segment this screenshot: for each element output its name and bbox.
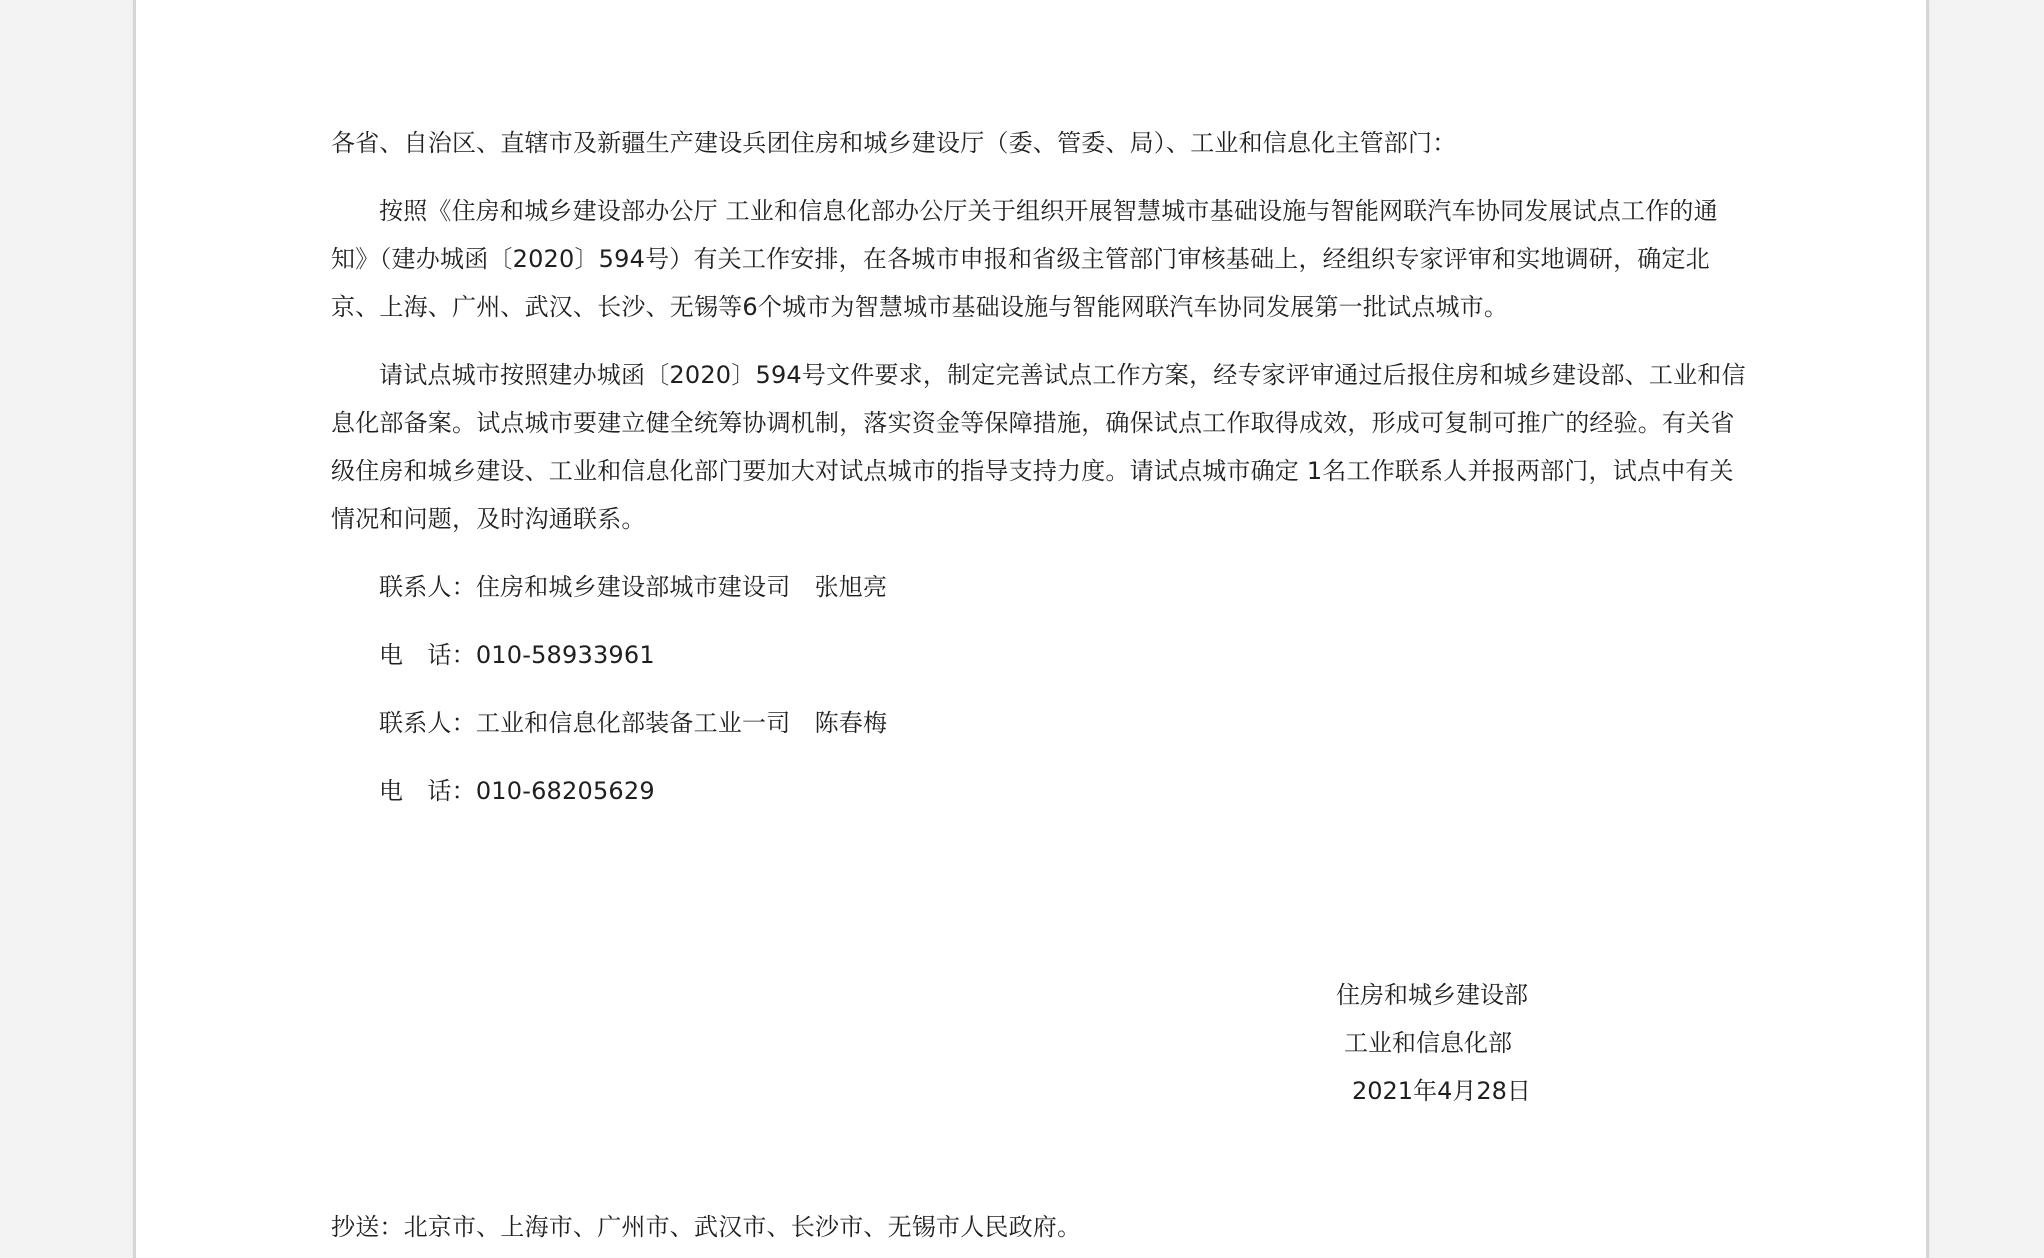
- phone-value: 010-68205629: [475, 777, 655, 805]
- contact-row-4: [379, 774, 655, 808]
- paragraph-2-line-2: 息化部备案。试点城市要建立健全统筹协调机制，落实资金等保障措施，确保试点工作取得成效，形成可复制可推广的经验。有关省: [331, 409, 1735, 437]
- contact-row-1: [379, 570, 887, 604]
- signature-date: 2021年4月28日: [1352, 1077, 1531, 1105]
- contact-label: 联系人：: [379, 709, 476, 737]
- paragraph-1-line-1: 按照《住房和城乡建设部办公厅 工业和信息化部办公厅关于组织开展智慧城市基础设施与智能网联汽车协同发展试点工作的通: [379, 197, 1718, 225]
- paragraph-2-line-4: 情况和问题，及时沟通联系。: [331, 505, 646, 533]
- contact-label: 联系人：: [379, 573, 476, 601]
- document-page: [133, 0, 1929, 1258]
- salutation: 各省、自治区、直辖市及新疆生产建设兵团住房和城乡建设厅（委、管委、局）、工业和信息化主管部门：: [331, 129, 1457, 157]
- contact-row-3: [379, 706, 887, 740]
- contact-value: 工业和信息化部装备工业一司 陈春梅: [475, 709, 888, 737]
- contact-value: 住房和城乡建设部城市建设司 张旭亮: [475, 573, 888, 601]
- paragraph-2-line-1: 请试点城市按照建办城函〔2020〕594号文件要求，制定完善试点工作方案，经专家评审通过后报住房和城乡建设部、工业和信: [379, 361, 1746, 389]
- signature-org-1: 住房和城乡建设部: [1336, 981, 1528, 1009]
- phone-label: 电 话：: [379, 641, 476, 669]
- cc-line: 抄送：北京市、上海市、广州市、武汉市、长沙市、无锡市人民政府。: [331, 1213, 1082, 1241]
- signature-org-2: 工业和信息化部: [1344, 1029, 1512, 1057]
- paragraph-2-line-3: 级住房和城乡建设、工业和信息化部门要加大对试点城市的指导支持力度。请试点城市确定 1名工作联系人并报两部门，试点中有关: [331, 457, 1734, 485]
- contact-row-2: [379, 638, 655, 672]
- phone-value: 010-58933961: [475, 641, 655, 669]
- paragraph-1-line-3: 京、上海、广州、武汉、长沙、无锡等6个城市为智慧城市基础设施与智能网联汽车协同发展第一批试点城市。: [331, 293, 1509, 321]
- phone-label: 电 话：: [379, 777, 476, 805]
- paragraph-1-line-2: 知》（建办城函〔2020〕594号）有关工作安排，在各城市申报和省级主管部门审核基础上，经组织专家评审和实地调研，确定北: [331, 245, 1710, 273]
